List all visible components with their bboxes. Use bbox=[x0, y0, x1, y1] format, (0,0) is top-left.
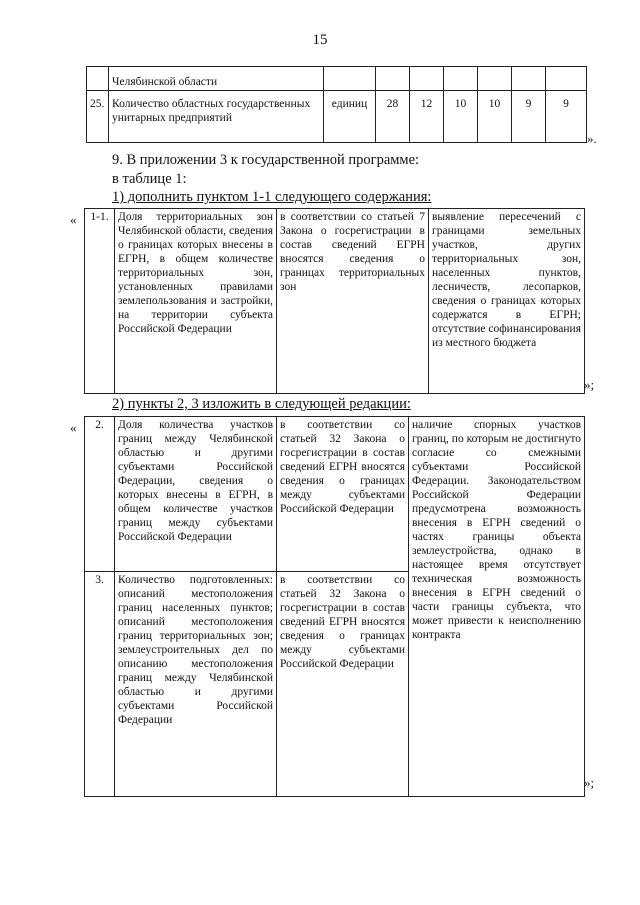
paragraph-9: 9. В приложении 3 к государственной программе: bbox=[112, 152, 420, 168]
item-1-1-table bbox=[84, 208, 585, 394]
open-quote: « bbox=[70, 420, 77, 435]
basis: в соответствии со статьей 32 Закона о госрегистрации в состав сведений ЕГРН вносятся сведения о границах между субъектами Российской Федерации bbox=[277, 417, 409, 572]
value bbox=[478, 67, 512, 91]
indicator-name: Доля количества участков границ между Челябинской областью и другими субъектами Российской Федерации, сведения о которых внесены в ЕГРН, в общем количестве участков границ между субъектами Российской Федерации bbox=[115, 417, 277, 572]
table-row bbox=[85, 209, 585, 394]
closing-quote: ». bbox=[587, 131, 597, 146]
open-quote: « bbox=[70, 212, 77, 227]
row-number: 1-1. bbox=[85, 209, 115, 394]
table-row bbox=[87, 67, 587, 91]
value: 10 bbox=[444, 91, 478, 143]
value: 28 bbox=[376, 91, 410, 143]
indicator-name: Доля территориальных зон Челябинской области, сведения о границах которых внесены в ЕГРН, в общем количестве территориальных зон, установленных правилами землепользования и застройки, на территории субъекта Российской Федерации bbox=[115, 209, 277, 394]
value: 10 bbox=[478, 91, 512, 143]
indicators-table-top bbox=[86, 66, 587, 143]
items-2-3-table bbox=[84, 416, 585, 797]
value bbox=[444, 67, 478, 91]
row-number: 2. bbox=[85, 417, 115, 572]
risks: выявление пересечений с границами земельных участков, других территориальных зон, населенных пунктов, лесничеств, лесопарков, сведения о границах которых содержатся в ЕГРН; отсутствие софинансирования из местного бюджета bbox=[429, 209, 585, 394]
value: 9 bbox=[512, 91, 546, 143]
row-number bbox=[87, 67, 109, 91]
page-number: 15 bbox=[312, 32, 328, 48]
unit bbox=[324, 67, 376, 91]
table-row bbox=[87, 91, 587, 143]
value bbox=[410, 67, 444, 91]
row-number: 25. bbox=[87, 91, 109, 143]
table-row bbox=[85, 417, 585, 572]
basis: в соответствии со статьей 7 Закона о госрегистрации в состав сведений ЕГРН вносятся сведения о границах территориальных зон bbox=[277, 209, 429, 394]
indicator-name: Челябинской области bbox=[109, 67, 324, 91]
indicator-name: Количество областных государственных унитарных предприятий bbox=[109, 91, 324, 143]
paragraph-table: в таблице 1: bbox=[112, 171, 187, 187]
value bbox=[512, 67, 546, 91]
risks: наличие спорных участков границ, по которым не достигнуто согласие со смежными субъектами Российской Федерации. Законодательством Российской Федерации предусмотрена возможность внесения в ЕГРН сведений о частях границы объекта землеустройства, однако в настоящее время отсутствует техническая возможность внесения в ЕГРН сведений о части границы субъекта, что может привести к неисполнению контракта bbox=[409, 417, 585, 797]
basis: в соответствии со статьей 32 Закона о госрегистрации в состав сведений ЕГРН вносятся сведения о границах между субъектами Российской Федерации bbox=[277, 572, 409, 797]
paragraph-1: 1) дополнить пунктом 1-1 следующего содержания: bbox=[112, 189, 432, 205]
value bbox=[546, 67, 587, 91]
indicator-name: Количество подготовленных: описаний местоположения границ населенных пунктов; описаний местоположения границ территориальных зон; землеустроительных дел по описанию местоположения границ между Челябинской областью и другими субъектами Российской Федерации bbox=[115, 572, 277, 797]
unit: единиц bbox=[324, 91, 376, 143]
closing-quote: »; bbox=[584, 377, 595, 392]
row-number: 3. bbox=[85, 572, 115, 797]
value: 9 bbox=[546, 91, 587, 143]
value bbox=[376, 67, 410, 91]
closing-quote: »; bbox=[584, 775, 595, 790]
value: 12 bbox=[410, 91, 444, 143]
paragraph-2: 2) пункты 2, 3 изложить в следующей редакции: bbox=[112, 396, 411, 412]
